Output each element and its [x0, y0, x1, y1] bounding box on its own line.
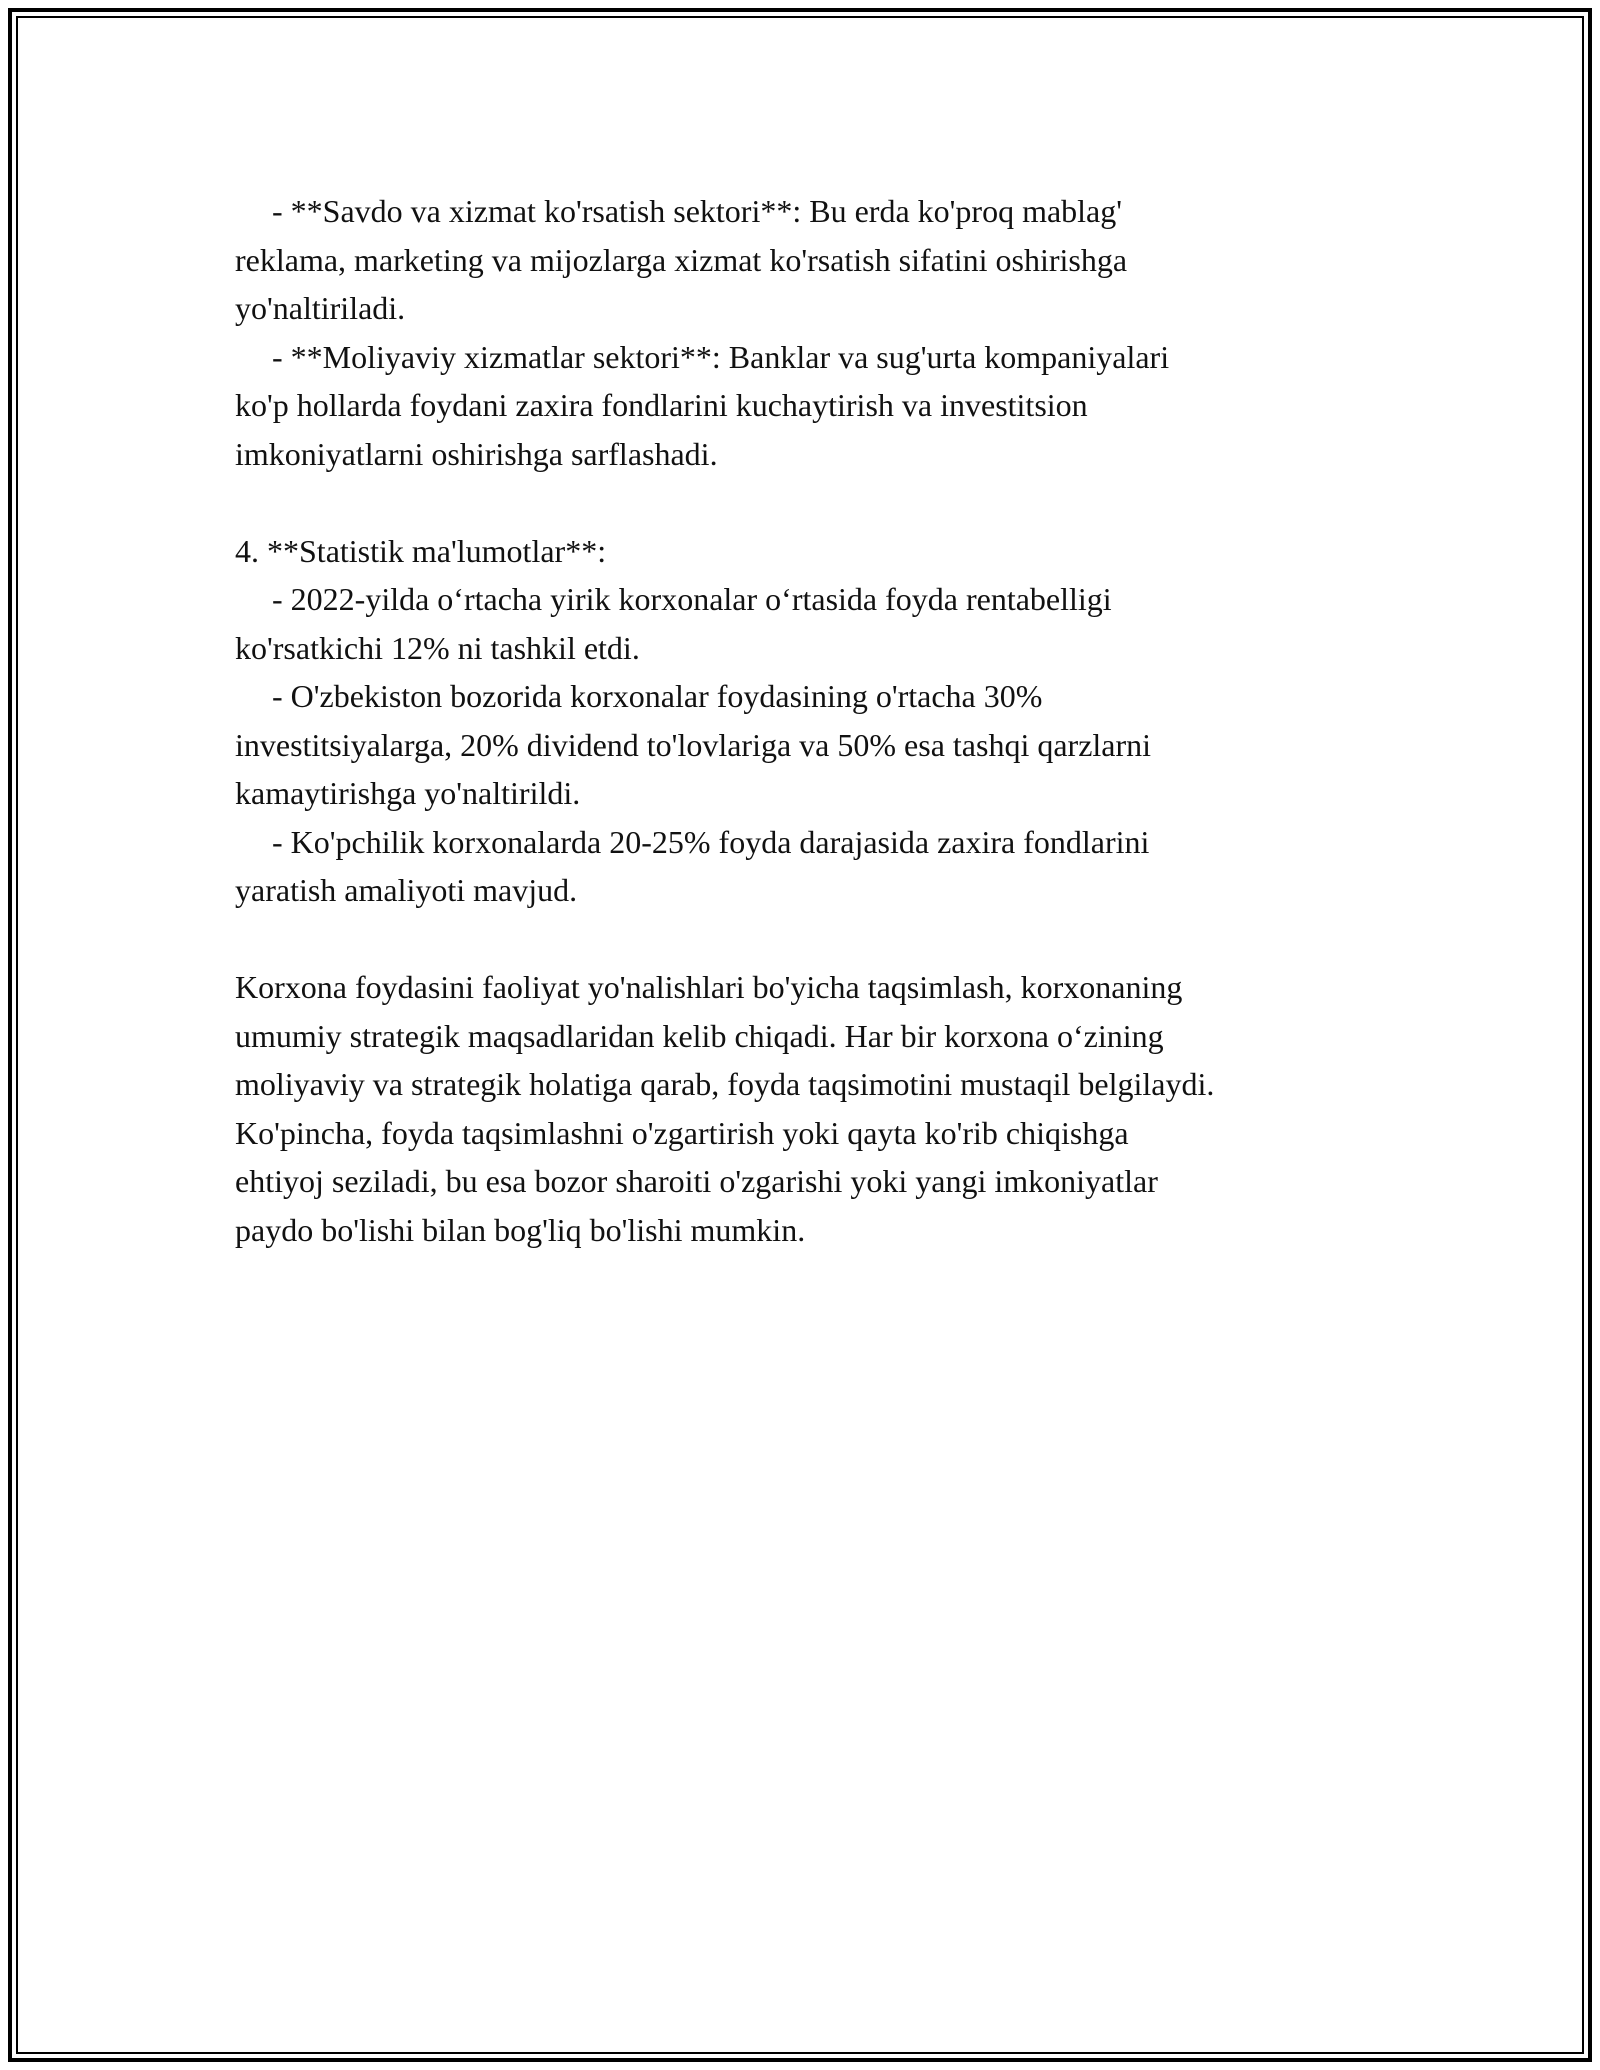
text-line: umumiy strategik maqsadlaridan kelib chiqadi. Har bir korxona o‘zining: [235, 1017, 1164, 1054]
text-line: investitsiyalarga, 20% dividend to'lovlariga va 50% esa tashqi qarzlarni: [235, 726, 1152, 763]
paragraph-gap: [235, 915, 1385, 964]
text-line: Ko'pincha, foyda taqsimlashni o'zgartirish yoki qayta ko'rib chiqishga: [235, 1114, 1129, 1151]
text-line: - **Savdo va xizmat ko'rsatish sektori**: Bu erda ko'proq mablag': [272, 193, 1123, 229]
paragraph-gap: [235, 478, 1385, 527]
text-line: ehtiyoj seziladi, bu esa bozor sharoiti o'zgarishi yoki yangi imkoniyatlar: [235, 1163, 1158, 1199]
text-line: - O'zbekiston bozorida korxonalar foydasining o'rtacha 30%: [272, 678, 1043, 714]
text-line: - 2022-yilda o‘rtacha yirik korxonalar o‘rtasida foyda rentabelligi: [272, 581, 1112, 617]
text-line: - **Moliyaviy xizmatlar sektori**: Banklar va sug'urta kompaniyalari: [272, 338, 1170, 375]
text-line: moliyaviy va strategik holatiga qarab, foyda taqsimotini mustaqil belgilaydi.: [235, 1066, 1215, 1102]
text-line: kamaytirishga yo'naltirildi.: [235, 775, 581, 811]
text-line: - Ko'pchilik korxonalarda 20-25% foyda darajasida zaxira fondlarini: [272, 823, 1150, 860]
document-body: [235, 187, 1385, 1254]
text-line: yaratish amaliyoti mavjud.: [235, 872, 578, 908]
text-line: ko'rsatkichi 12% ni tashkil etdi.: [235, 629, 640, 666]
section-heading: 4. **Statistik ma'lumotlar**:: [235, 532, 607, 569]
text-line: ko'p hollarda foydani zaxira fondlarini kuchaytirish va investitsion: [235, 387, 1088, 423]
text-line: Korxona foydasini faoliyat yo'nalishlari bo'yicha taqsimlash, korxonaning: [235, 969, 1183, 1005]
text-line: reklama, marketing va mijozlarga xizmat ko'rsatish sifatini oshirishga: [235, 241, 1128, 278]
text-line: paydo bo'lishi bilan bog'liq bo'lishi mumkin.: [235, 1211, 806, 1248]
text-line: imkoniyatlarni oshirishga sarflashadi.: [235, 435, 718, 472]
text-line: yo'naltiriladi.: [235, 290, 406, 326]
